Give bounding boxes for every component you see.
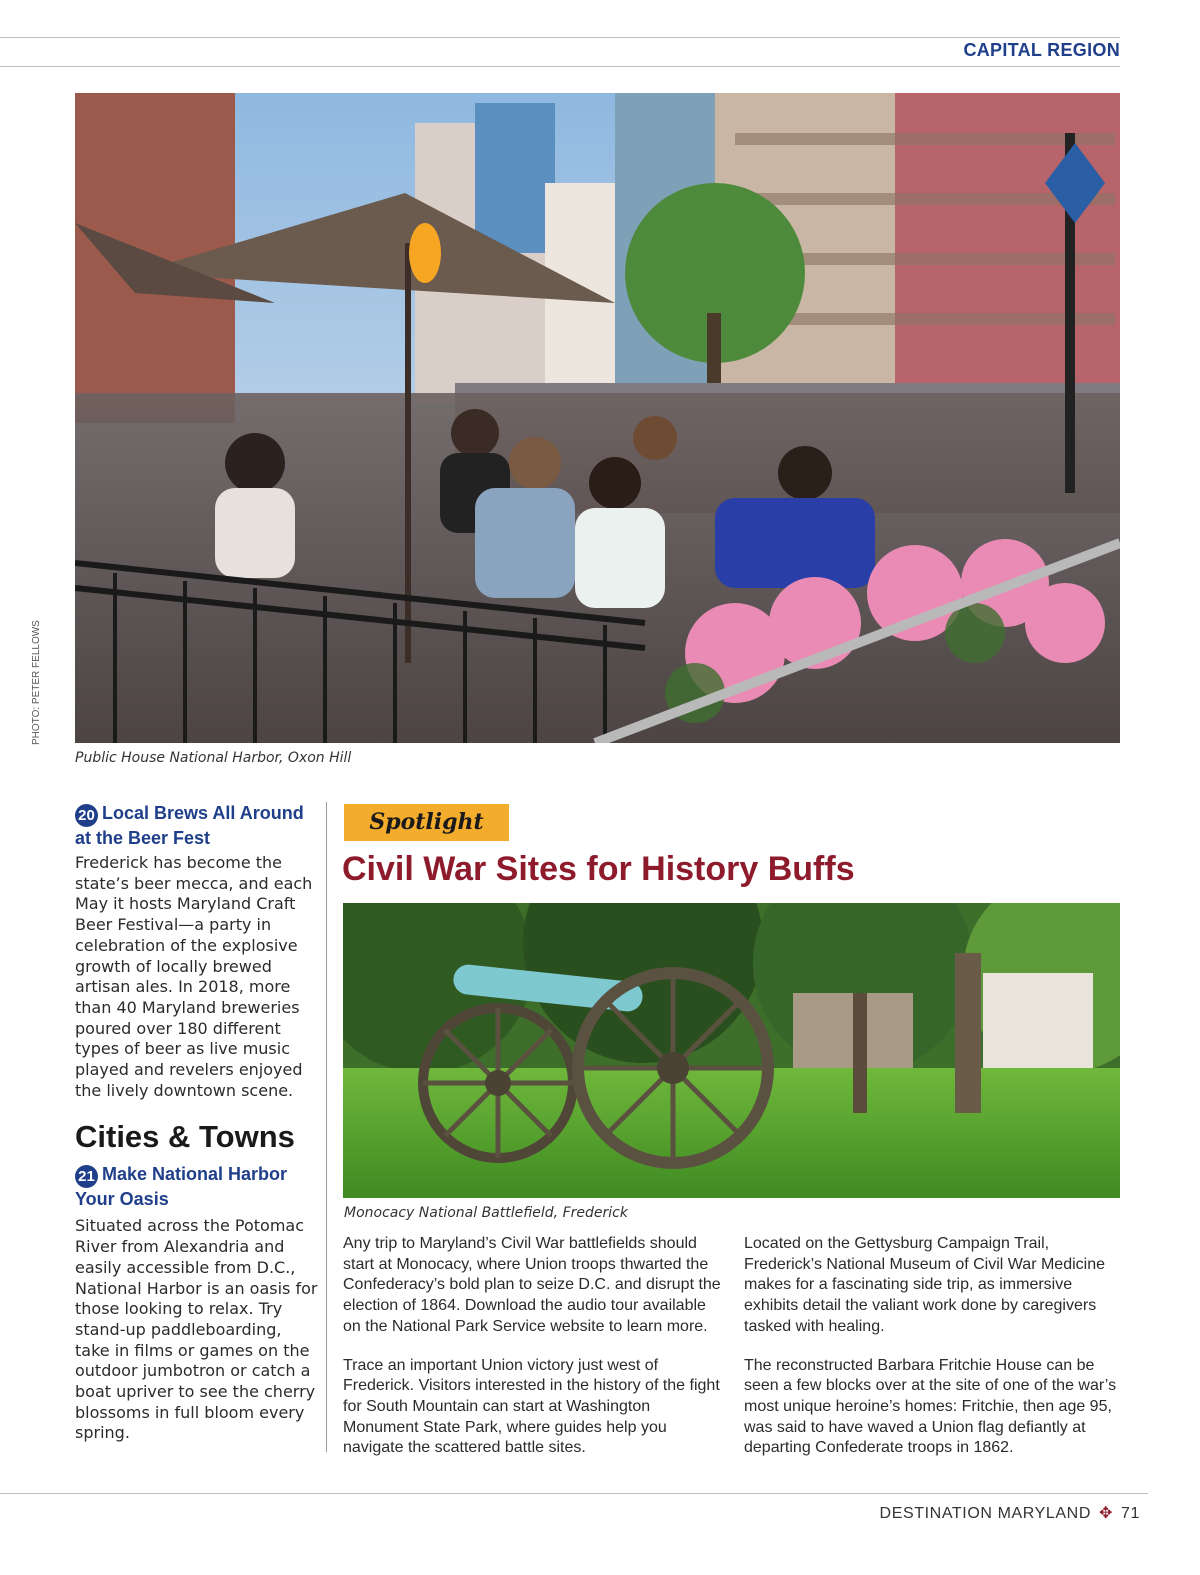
left-column: [75, 802, 320, 1444]
item-number-badge: 20: [75, 804, 98, 827]
page-footer: [880, 1503, 1140, 1523]
hero-caption: Public House National Harbor, Oxon Hill: [75, 750, 352, 766]
item-21-title: Make National Harbor Your Oasis: [75, 1164, 288, 1210]
photo-credit: PHOTO: PETER FELLOWS: [31, 620, 42, 745]
page-number: 71: [1121, 1505, 1140, 1522]
item-number-badge: 21: [75, 1165, 98, 1188]
spotlight-col2-paragraph-1: Located on the Gettysburg Campaign Trail, Frederick’s National Museum of Civil War Medicine makes for a fascinating side trip, as immersive exhibits detail the valiant work done by caregivers tasked with healing.: [744, 1235, 1105, 1335]
spotlight-col2-paragraph-2: The reconstructed Barbara Fritchie House can be seen a few blocks over at the site of one of the war’s most unique heroine’s homes: Fritchie, then age 95, was said to have waved a Union flag defiantly at departing Confederate troops in 1862.: [744, 1356, 1117, 1457]
spotlight-column-2: [744, 1234, 1124, 1477]
item-20-heading: [75, 802, 320, 850]
item-21-heading: [75, 1163, 320, 1211]
cities-towns-heading: Cities & Towns: [75, 1119, 295, 1155]
publication-name: DESTINATION MARYLAND: [879, 1505, 1091, 1522]
top-rule: [0, 37, 1120, 38]
header-rule: [0, 66, 1120, 67]
hero-photo: [75, 93, 1120, 743]
item-21-body: Situated across the Potomac River from Alexandria and easily accessible from D.C., National Harbor is an oasis for those looking to relax. Try stand-up paddleboarding, take in films or games on the outdoor jumbotron or catch a boat upriver to see the cherry blossoms in full bloom every spring.: [75, 1216, 318, 1443]
item-20-body: Frederick has become the state’s beer mecca, and each May it hosts Maryland Craft Beer Festival—a party in celebration of the explosive growth of locally brewed artisan ales. In 2018, more than 40 Maryland breweries poured over 180 different types of beer as live music played and revelers enjoyed the lively downtown scene.: [75, 853, 313, 1100]
ornament-icon: ✥: [1098, 1505, 1113, 1522]
spotlight-col1-paragraph-2: Trace an important Union victory just west of Frederick. Visitors interested in the history of the fight for South Mountain can start at Washington Monument State Park, where guides help you navigate the scattered battle sites.: [343, 1356, 720, 1457]
spotlight-photo: [343, 903, 1120, 1198]
item-20-title: Local Brews All Around at the Beer Fest: [75, 803, 304, 848]
spotlight-col1-paragraph-1: Any trip to Maryland’s Civil War battlefields should start at Monocacy, where Union troops thwarted the Confederacy’s bold plan to seize D.C. and disrupt the election of 1864. Download the audio tour available on the National Park Service website to learn more.: [343, 1235, 721, 1335]
footer-rule: [0, 1493, 1148, 1494]
spotlight-badge: Spotlight: [344, 804, 509, 841]
column-divider: [326, 802, 327, 1452]
section-header: CAPITAL REGION: [963, 40, 1120, 60]
spotlight-column-1: [343, 1234, 723, 1477]
spotlight-photo-caption: Monocacy National Battlefield, Frederick: [344, 1205, 628, 1221]
spotlight-title: Civil War Sites for History Buffs: [342, 850, 855, 888]
